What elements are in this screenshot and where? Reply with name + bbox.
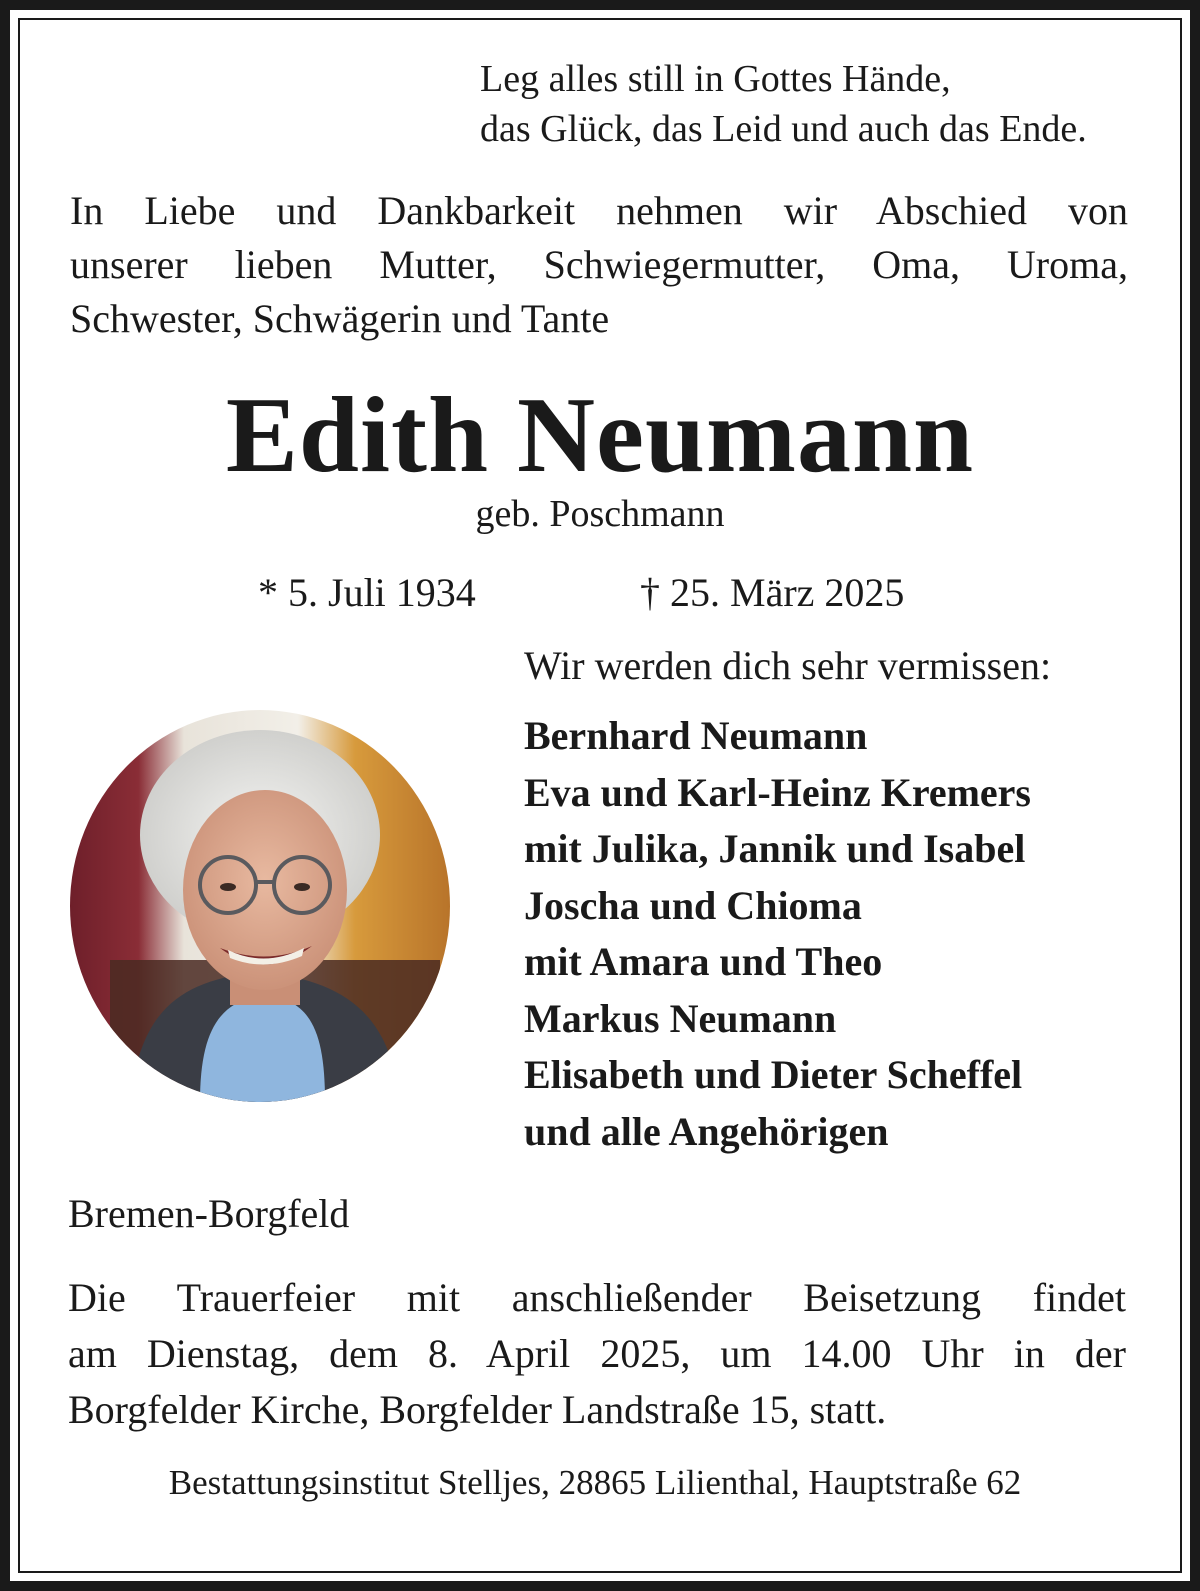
intro-line: unserer lieben Mutter, Schwiegermutter, Oma, Uroma, bbox=[70, 242, 1128, 287]
birth-date: * 5. Juli 1934 bbox=[258, 570, 476, 615]
mourner-name: Elisabeth und Dieter Scheffel bbox=[524, 1052, 1023, 1097]
mourner-name: Joscha und Chioma bbox=[524, 882, 862, 928]
service-line: Die Trauerfeier mit anschließender Beisetzung findet bbox=[68, 1275, 1126, 1320]
mourner-name: Bernhard Neumann bbox=[524, 713, 868, 758]
mourner-name: Markus Neumann bbox=[524, 995, 837, 1041]
motto-verse bbox=[480, 54, 1140, 154]
mourner-name: und alle Angehörigen bbox=[524, 1108, 889, 1154]
deceased-name: Edith Neumann bbox=[225, 376, 975, 495]
mourners-list bbox=[524, 708, 1031, 1160]
death-date: † 25. März 2025 bbox=[640, 570, 905, 615]
mourner-name: mit Amara und Theo bbox=[524, 939, 883, 984]
intro-text bbox=[70, 184, 1128, 346]
mourner-name: mit Julika, Jannik und Isabel bbox=[524, 826, 1026, 871]
motto-line: Leg alles still in Gottes Hände, bbox=[480, 58, 951, 100]
mourners-heading: Wir werden dich sehr vermissen: bbox=[524, 643, 1052, 688]
portrait-photo bbox=[70, 710, 450, 1102]
place-name: Bremen-Borgfeld bbox=[68, 1191, 350, 1236]
maiden-name: geb. Poschmann bbox=[475, 493, 725, 535]
undertaker-info: Bestattungsinstitut Stelljes, 28865 Lilienthal, Hauptstraße 62 bbox=[168, 1463, 1022, 1502]
intro-line: In Liebe und Dankbarkeit nehmen wir Abschied von bbox=[70, 188, 1128, 233]
service-line: Borgfelder Kirche, Borgfelder Landstraße 15, statt. bbox=[68, 1387, 887, 1432]
motto-line: das Glück, das Leid und auch das Ende. bbox=[480, 108, 1087, 150]
intro-line: Schwester, Schwägerin und Tante bbox=[70, 296, 610, 341]
service-line: am Dienstag, dem 8. April 2025, um 14.00 Uhr in der bbox=[68, 1331, 1126, 1376]
mourner-name: Eva und Karl-Heinz Kremers bbox=[524, 769, 1031, 815]
service-notice bbox=[68, 1270, 1126, 1438]
